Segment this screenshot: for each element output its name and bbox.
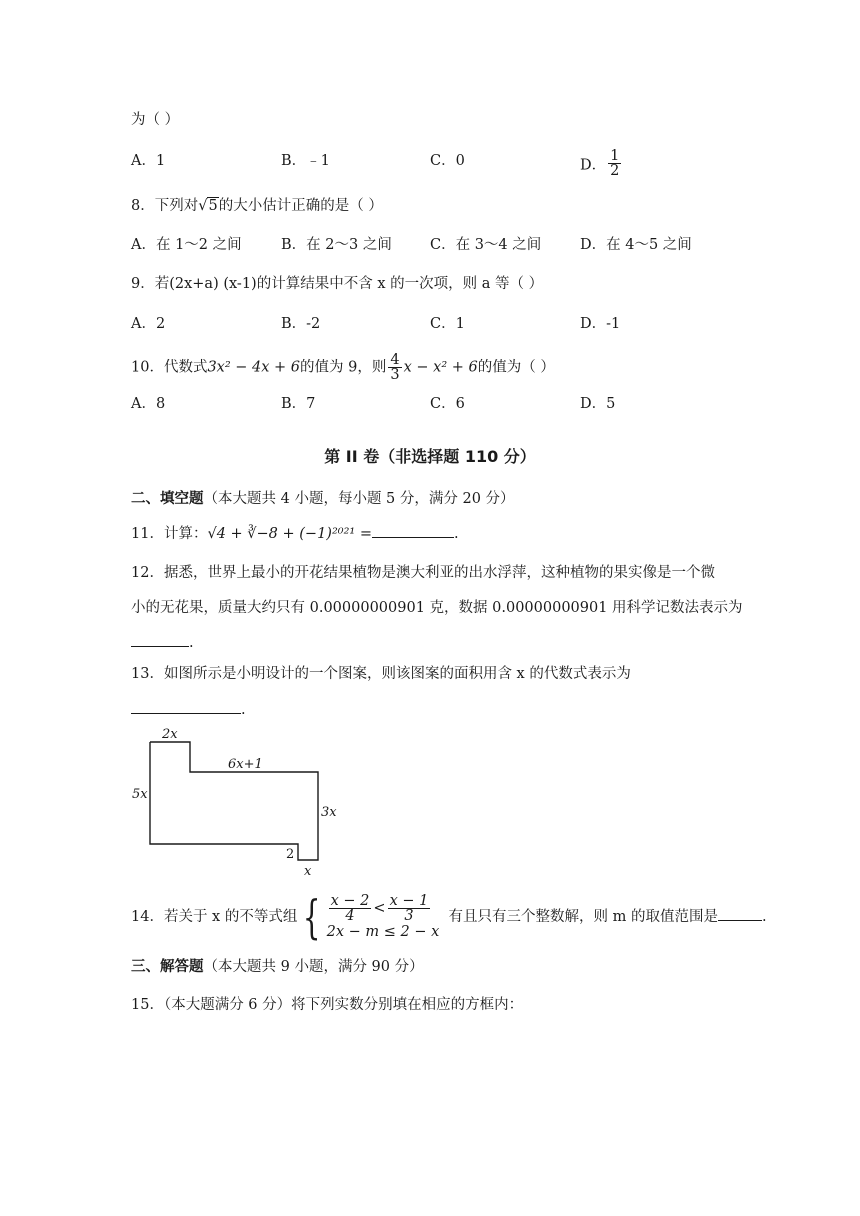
q13-label-left: 5x: [132, 787, 148, 802]
q8-radicand: 5: [208, 198, 218, 214]
q9-option-a: A．2: [131, 316, 166, 332]
q10-option-a: A．8: [131, 396, 166, 412]
q10-expression-1: 3x² − 4x + 6: [207, 359, 301, 376]
part2-heading: [131, 489, 515, 509]
q14-answer-blank[interactable]: [718, 908, 762, 921]
q10-frac-numerator: 4: [390, 352, 400, 368]
q13-label-right: 3x: [321, 805, 337, 820]
q8-option-b: B．在 2～3 之间: [281, 237, 392, 253]
q13-answer-blank[interactable]: [131, 701, 241, 714]
q7-option-a: A．1: [131, 153, 166, 169]
q7-d-numerator: 1: [610, 148, 620, 164]
q13-figure: [128, 724, 338, 880]
q10-frac-denominator: 3: [390, 367, 400, 383]
q7-option-d: D． $\frac{1}{2}$: [580, 148, 620, 179]
q13-label-top-right: 6x+1: [228, 757, 263, 772]
part2-label: 二、填空题: [131, 491, 204, 507]
section-heading: 第 II 卷（非选择题 110 分）: [324, 447, 536, 466]
q13-label-notch-width: x: [304, 864, 312, 879]
q13-label-top-left: 2x: [162, 727, 178, 742]
q10-expression-2: x − x² + 6: [403, 359, 478, 376]
q11-stem: 11．计算：√4 + ∛−8 + (−1)²⁰²¹ = .: [131, 526, 459, 542]
part3-label: 三、解答题: [131, 959, 204, 975]
part3-desc: （本大题共 9 小题，满分 90 分）: [203, 959, 424, 975]
q9-stem: 9．若(2x+a) (x-1)的计算结果中不含 x 的一次项，则 a 等（ ）: [131, 276, 544, 292]
q8-option-c: C．在 3～4 之间: [430, 237, 542, 253]
q12-line-3: .: [131, 633, 194, 653]
q7-d-denominator: 2: [610, 163, 620, 179]
part3-heading: [131, 957, 424, 977]
q13-line-1: 13．如图所示是小明设计的一个图案，则该图案的面积用含 x 的代数式表示为: [131, 666, 631, 682]
q10-option-b: B．7: [281, 396, 316, 412]
q8-option-a: A．在 1～2 之间: [131, 237, 242, 253]
q14-inequality-system: $\frac{x - 2}{4}$ < $\frac{x - 1}{3}$ 2x − m ≤ 2 − x: [326, 892, 440, 940]
q8-option-d: D．在 4～5 之间: [580, 237, 692, 253]
q9-option-c: C．1: [430, 316, 465, 332]
q14-brace: {: [303, 890, 321, 944]
q7-option-b: B．﹣1: [281, 153, 330, 169]
q15-stem: 15．（本大题满分 6 分）将下列实数分别填在相应的方框内：: [131, 997, 524, 1013]
q13-label-notch-height: 2: [286, 847, 295, 862]
q11-expression: √4 + ∛−8 + (−1)²⁰²¹ =: [207, 526, 372, 542]
q12-answer-blank[interactable]: [131, 634, 189, 647]
q10-option-c: C．6: [430, 396, 465, 412]
q11-answer-blank[interactable]: [372, 525, 454, 538]
q14-stem: 14．若关于 x 的不等式组 { $\frac{x - 2}{4}$ < $\frac{x - 1}{3}$ 2x − m ≤ 2 − x 有且只有三个整数解，则 m 的取值范围是 .: [131, 890, 767, 944]
q10-stem: 10．代数式3x² − 4x + 6的值为 9，则 $\frac{4}{3}$ x − x² + 6的值为（ ）: [131, 352, 555, 383]
q9-option-b: B．-2: [281, 316, 321, 332]
part2-desc: （本大题共 4 小题，每小题 5 分，满分 20 分）: [203, 491, 515, 507]
q12-line-1: 12．据悉，世界上最小的开花结果植物是澳大利亚的出水浮萍，这种植物的果实像是一个微: [131, 565, 715, 581]
q12-line-2: 小的无花果，质量大约只有 0.00000000901 克，数据 0.00000000901 用科学记数法表示为: [131, 600, 743, 616]
q8-stem: 8．下列对√5的大小估计正确的是（ ）: [131, 198, 383, 214]
q7-tail: 为（ ）: [131, 112, 180, 128]
q10-option-d: D．5: [580, 396, 616, 412]
q9-option-d: D．-1: [580, 316, 621, 332]
q13-line-2: .: [131, 700, 246, 720]
q7-option-c: C．0: [430, 153, 465, 169]
